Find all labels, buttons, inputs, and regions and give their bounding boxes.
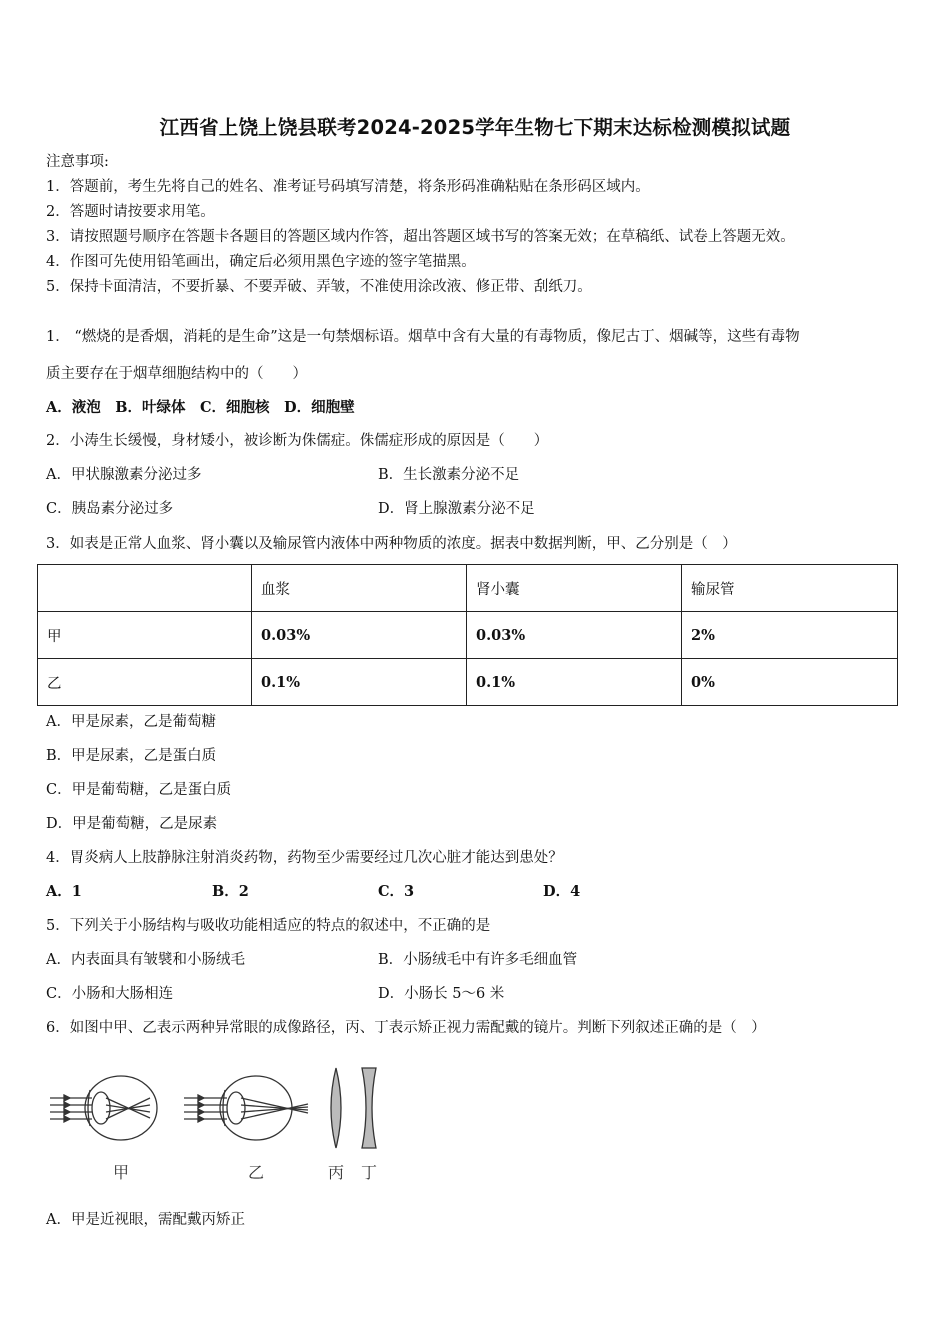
- q3-option-a: A．甲是尿素，乙是葡萄糖: [46, 714, 216, 730]
- q5-option-c: C．小肠和大肠相连: [46, 986, 174, 1002]
- q3-stem: 3．如表是正常人血浆、肾小囊以及输尿管内液体中两种物质的浓度。据表中数据判断，甲、乙分别是（ ）: [46, 536, 737, 552]
- q3-data-table: [37, 564, 898, 706]
- table-header-cell: [38, 565, 252, 612]
- q1-stem-line2: 质主要存在于烟草细胞结构中的（ ）: [46, 366, 307, 382]
- q2-option-c: C．胰岛素分泌过多: [46, 501, 174, 517]
- q1-options: A．液泡 B．叶绿体 C．细胞核 D．细胞壁: [46, 399, 355, 416]
- table-cell: 0.03%: [467, 612, 682, 659]
- q2-option-d: D．肾上腺激素分泌不足: [378, 501, 535, 517]
- table-cell: 0.1%: [252, 659, 467, 706]
- notice-item-5: 5．保持卡面清洁，不要折暴、不要弄破、弄皱，不准使用涂改液、修正带、刮纸刀。: [46, 279, 592, 295]
- page-title: 江西省上饶上饶县联考2024-2025学年生物七下期末达标检测模拟试题: [159, 116, 791, 139]
- figure-label-jia: 甲: [112, 1163, 130, 1182]
- q6-stem: 6．如图中甲、乙表示两种异常眼的成像路径，丙、丁表示矫正视力需配戴的镜片。判断下列叙述正确的是（ ）: [46, 1020, 766, 1036]
- table-header-row: [38, 565, 898, 612]
- concave-lens-ding: [362, 1068, 376, 1148]
- q4-option-a: A．1: [46, 883, 82, 900]
- notice-item-3: 3．请按照题号顺序在答题卡各题目的答题区域内作答，超出答题区域书写的答案无效；在草稿纸、试卷上答题无效。: [46, 229, 795, 245]
- table-header-cell: 血浆: [252, 565, 467, 612]
- q5-stem: 5．下列关于小肠结构与吸收功能相适应的特点的叙述中，不正确的是: [46, 918, 491, 934]
- table-cell: 2%: [682, 612, 898, 659]
- notice-heading: 注意事项:: [46, 154, 109, 170]
- table-cell: 0%: [682, 659, 898, 706]
- table-cell: 0.1%: [467, 659, 682, 706]
- q6-option-a: A．甲是近视眼，需配戴丙矫正: [46, 1212, 245, 1228]
- figure-label-bing: 丙: [327, 1163, 345, 1182]
- eye-yi-diagram: [184, 1076, 308, 1140]
- q4-option-d: D．4: [543, 883, 581, 900]
- convex-lens-bing: [331, 1068, 341, 1148]
- table-row: [38, 612, 898, 659]
- eye-lens-figure: [46, 1060, 396, 1185]
- eye-jia-diagram: [50, 1076, 157, 1140]
- table-header-cell: 肾小囊: [467, 565, 682, 612]
- q3-option-c: C．甲是葡萄糖，乙是蛋白质: [46, 782, 232, 798]
- q2-option-a: A．甲状腺激素分泌过多: [46, 467, 202, 483]
- table-row-label: 乙: [38, 659, 252, 706]
- figure-label-yi: 乙: [247, 1163, 265, 1182]
- q3-option-b: B．甲是尿素，乙是蛋白质: [46, 748, 217, 764]
- table-cell: 0.03%: [252, 612, 467, 659]
- q2-option-b: B．生长激素分泌不足: [378, 467, 520, 483]
- q4-stem: 4．胃炎病人上肢静脉注射消炎药物，药物至少需要经过几次心脏才能达到患处？: [46, 850, 563, 866]
- figure-label-ding: 丁: [360, 1163, 378, 1182]
- q2-stem: 2．小涛生长缓慢，身材矮小，被诊断为侏儒症。侏儒症形成的原因是（ ）: [46, 433, 549, 449]
- q5-option-a: A．内表面具有皱襞和小肠绒毛: [46, 952, 245, 968]
- notice-item-4: 4．作图可先使用铅笔画出，确定后必须用黑色字迹的签字笔描黑。: [46, 254, 476, 270]
- q5-option-b: B．小肠绒毛中有许多毛细血管: [378, 952, 578, 968]
- table-header-cell: 输尿管: [682, 565, 898, 612]
- notice-item-1: 1．答题前，考生先将自己的姓名、准考证号码填写清楚，将条形码准确粘贴在条形码区域内。: [46, 179, 650, 195]
- notice-item-2: 2．答题时请按要求用笔。: [46, 204, 215, 220]
- q1-stem-line1: 1． “燃烧的是香烟，消耗的是生命”这是一句禁烟标语。烟草中含有大量的有毒物质，像尼古丁、烟碱等，这些有毒物: [46, 329, 800, 345]
- table-row-label: 甲: [38, 612, 252, 659]
- q4-option-b: B．2: [212, 883, 249, 900]
- q4-option-c: C．3: [378, 883, 415, 900]
- table-row: [38, 659, 898, 706]
- q3-option-d: D．甲是葡萄糖，乙是尿素: [46, 816, 218, 832]
- q5-option-d: D．小肠长 5～6 米: [378, 986, 505, 1002]
